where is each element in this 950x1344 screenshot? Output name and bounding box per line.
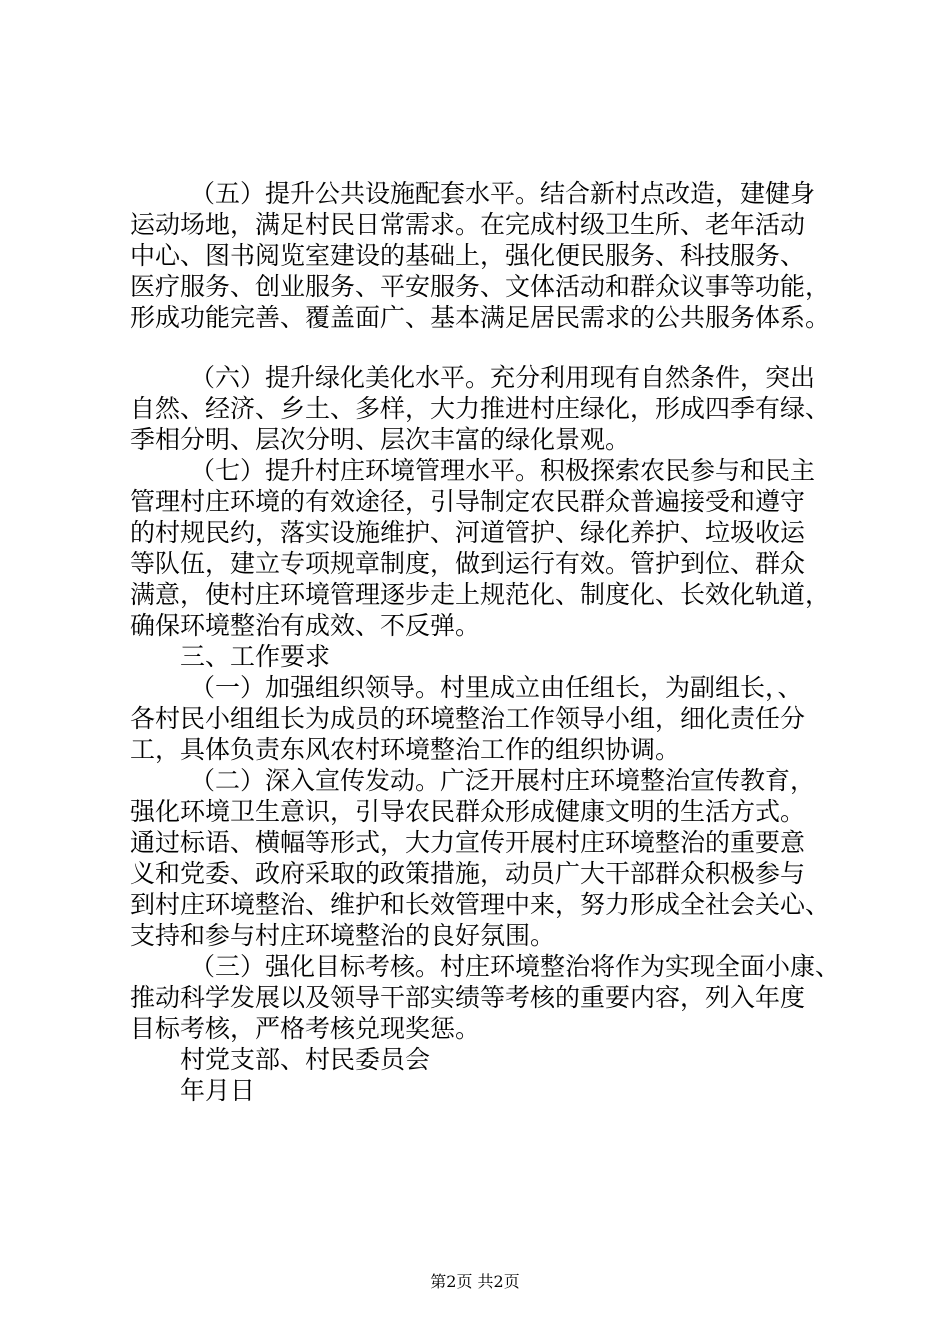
signature-organization: 村党支部、村民委员会: [180, 1045, 431, 1074]
requirement-2-line-4: 义和党委、政府采取的政策措施，动员广大干部群众积极参与: [130, 859, 806, 888]
requirement-1-line-1: （一）加强组织领导。村里成立由任组长，为副组长，、: [190, 673, 803, 702]
requirement-2-line-2: 强化环境卫生意识，引导农民群众形成健康文明的生活方式。: [130, 797, 806, 826]
paragraph-7-line-1: （七）提升村庄环境管理水平。积极探索农民参与和民主: [190, 456, 816, 485]
page-number-footer: 第2页 共2页: [430, 1272, 520, 1291]
requirement-2-line-5: 到村庄环境整治、维护和长效管理中来，努力形成全社会关心、: [130, 890, 831, 919]
paragraph-7-line-4: 等队伍，建立专项规章制度，做到运行有效。管护到位、群众: [130, 549, 806, 578]
requirement-3-line-1: （三）强化目标考核。村庄环境整治将作为实现全面小康、: [190, 952, 841, 981]
paragraph-6-line-1: （六）提升绿化美化水平。充分利用现有自然条件，突出: [190, 363, 816, 392]
paragraph-5-line-2: 运动场地，满足村民日常需求。在完成村级卫生所、老年活动: [130, 210, 806, 239]
paragraph-7-line-5: 满意，使村庄环境管理逐步走上规范化、制度化、长效化轨道，: [130, 580, 831, 609]
paragraph-6-line-3: 季相分明、层次分明、层次丰富的绿化景观。: [130, 425, 631, 454]
paragraph-5-line-1: （五）提升公共设施配套水平。结合新村点改造，建健身: [190, 179, 816, 208]
requirement-1-line-2: 各村民小组组长为成员的环境整治工作领导小组，细化责任分: [130, 704, 806, 733]
requirement-2-line-6: 支持和参与村庄环境整治的良好氛围。: [130, 921, 556, 950]
paragraph-5-line-5: 形成功能完善、覆盖面广、基本满足居民需求的公共服务体系。: [130, 303, 831, 332]
paragraph-7-line-6: 确保环境整治有成效、不反弹。: [130, 611, 481, 640]
paragraph-6-line-2: 自然、经济、乡土、多样，大力推进村庄绿化，形成四季有绿、: [130, 394, 831, 423]
requirement-3-line-2: 推动科学发展以及领导干部实绩等考核的重要内容，列入年度: [130, 983, 806, 1012]
signature-date: 年月日: [180, 1076, 256, 1105]
requirement-2-line-1: （二）深入宣传发动。广泛开展村庄环境整治宣传教育，: [190, 766, 816, 795]
requirement-1-line-3: 工，具体负责东风农村环境整治工作的组织协调。: [130, 735, 681, 764]
section-heading: 三、工作要求: [180, 642, 331, 671]
paragraph-7-line-3: 的村规民约，落实设施维护、河道管护、绿化养护、垃圾收运: [130, 518, 806, 547]
paragraph-7-line-2: 管理村庄环境的有效途径，引导制定农民群众普遍接受和遵守: [130, 487, 806, 516]
requirement-2-line-3: 通过标语、横幅等形式，大力宣传开展村庄环境整治的重要意: [130, 828, 806, 857]
requirement-3-line-3: 目标考核，严格考核兑现奖惩。: [130, 1014, 481, 1043]
paragraph-5-line-4: 医疗服务、创业服务、平安服务、文体活动和群众议事等功能，: [130, 272, 831, 301]
paragraph-5-line-3: 中心、图书阅览室建设的基础上，强化便民服务、科技服务、: [130, 241, 806, 270]
